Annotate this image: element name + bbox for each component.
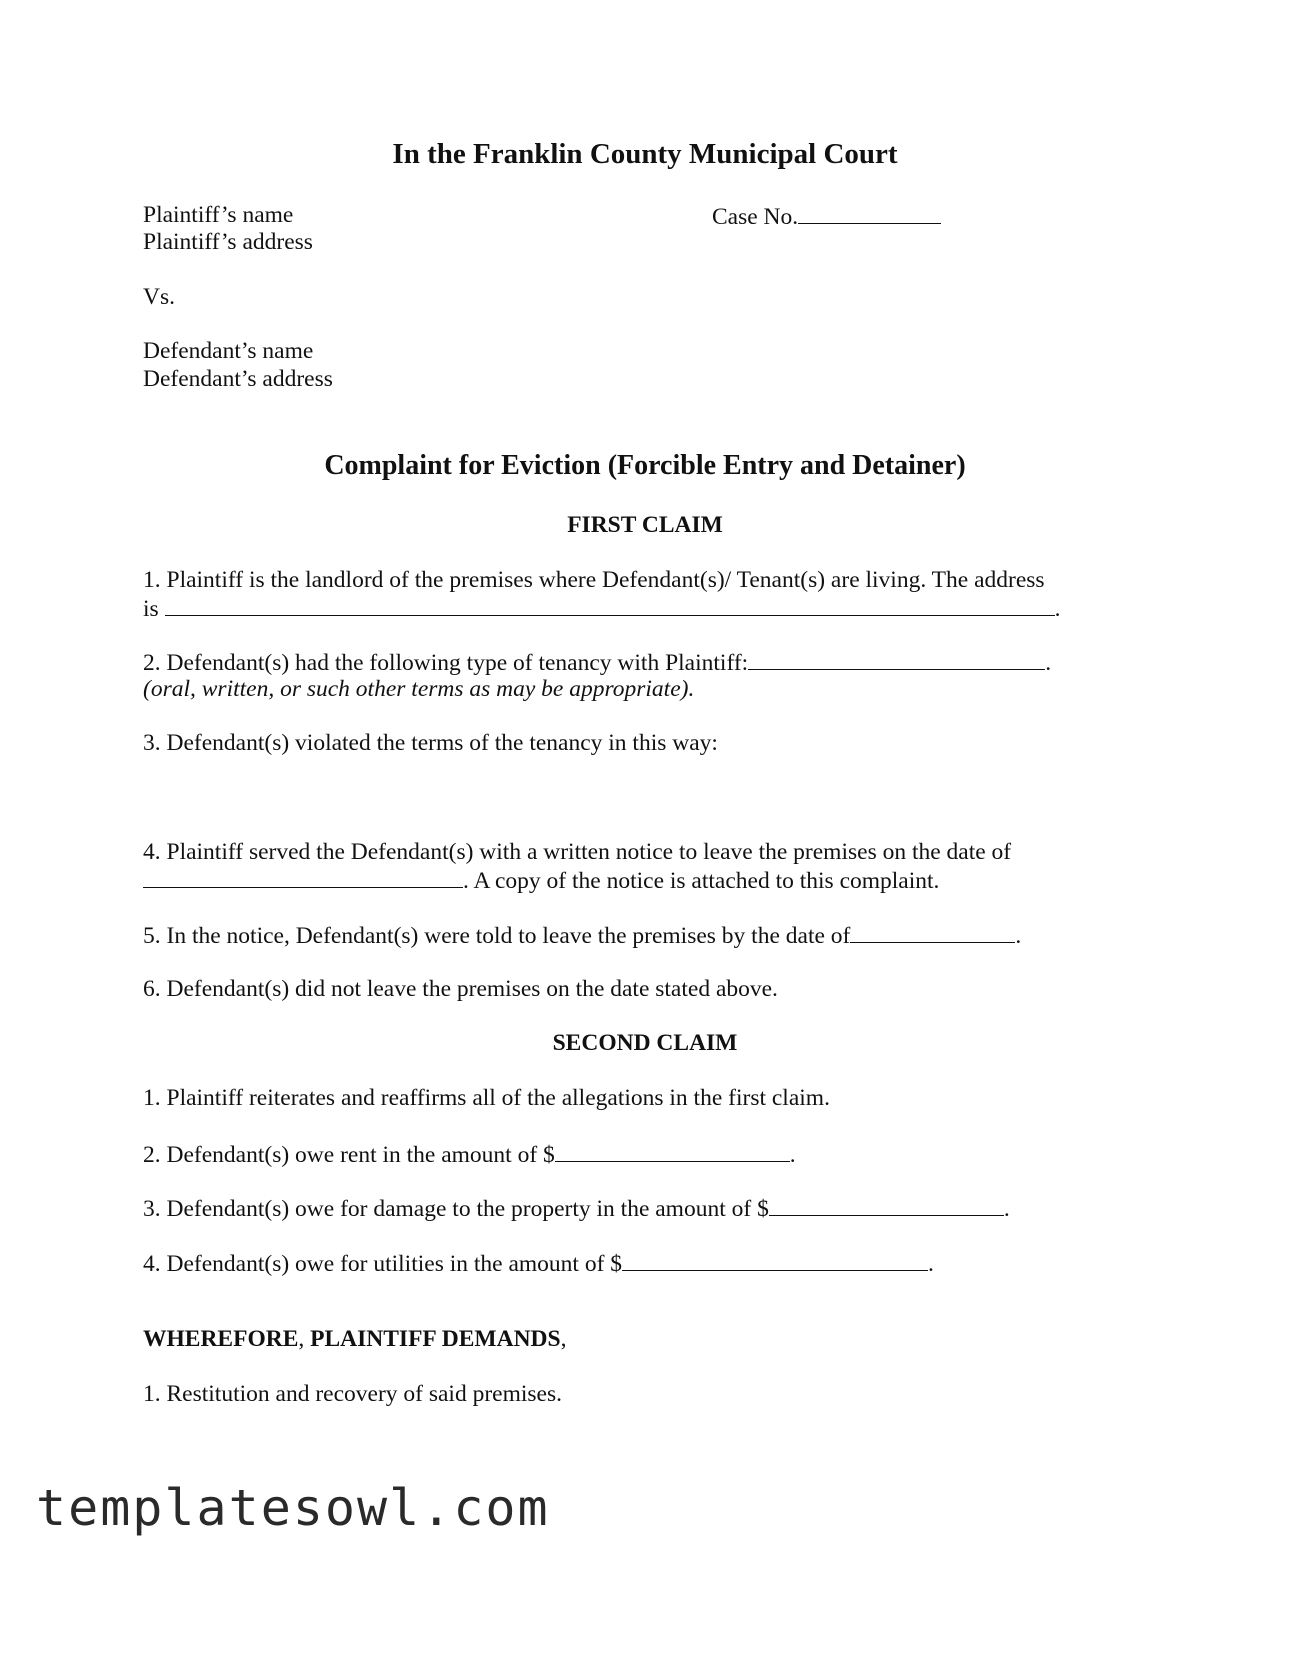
rent-amount-field[interactable]	[555, 1139, 790, 1162]
court-title: In the Franklin County Municipal Court	[392, 138, 898, 170]
notice-served-date-field[interactable]	[143, 865, 463, 888]
first-claim-item1: 1. Plaintiff is the landlord of the premises where Defendant(s)/ Tenant(s) are living. The address	[143, 567, 1045, 593]
leave-by-date-field[interactable]	[850, 920, 1015, 943]
plaintiff-address: Plaintiff’s address	[143, 229, 313, 255]
premises-address-field[interactable]	[165, 593, 1055, 616]
defendant-address: Defendant’s address	[143, 366, 333, 392]
case-number-label: Case No.	[712, 204, 799, 230]
first-claim-item1-address: is .	[143, 593, 1060, 624]
first-claim-item6: 6. Defendant(s) did not leave the premises on the date stated above.	[143, 976, 778, 1002]
first-claim-heading: FIRST CLAIM	[567, 512, 723, 538]
wherefore-heading: WHEREFORE, PLAINTIFF DEMANDS,	[143, 1326, 567, 1352]
first-claim-item5: 5. In the notice, Defendant(s) were told to leave the premises by the date of .	[143, 920, 1021, 951]
complaint-title: Complaint for Eviction (Forcible Entry and Detainer)	[324, 450, 966, 481]
defendant-name: Defendant’s name	[143, 338, 314, 364]
tenancy-type-field[interactable]	[748, 647, 1045, 670]
plaintiff-name: Plaintiff’s name	[143, 202, 294, 228]
first-claim-item4-date: . A copy of the notice is attached to this complaint.	[143, 865, 939, 896]
first-claim-item4: 4. Plaintiff served the Defendant(s) with a written notice to leave the premises on the date of	[143, 839, 1012, 865]
watermark-text: templatesowl.com	[36, 1479, 550, 1537]
second-claim-item3: 3. Defendant(s) owe for damage to the property in the amount of $ .	[143, 1193, 1010, 1224]
case-number-field[interactable]	[798, 201, 941, 224]
second-claim-item4: 4. Defendant(s) owe for utilities in the amount of $ .	[143, 1248, 934, 1279]
second-claim-item2: 2. Defendant(s) owe rent in the amount of $ .	[143, 1139, 796, 1170]
first-claim-item3: 3. Defendant(s) violated the terms of the tenancy in this way:	[143, 730, 718, 756]
second-claim-heading: SECOND CLAIM	[552, 1030, 738, 1056]
wherefore-item1: 1. Restitution and recovery of said premises.	[143, 1381, 562, 1407]
versus-label: Vs.	[143, 284, 175, 310]
tenancy-type-note: (oral, written, or such other terms as may be appropriate).	[143, 676, 695, 702]
first-claim-item2: 2. Defendant(s) had the following type of tenancy with Plaintiff: .	[143, 647, 1051, 678]
case-number	[712, 201, 941, 232]
damage-amount-field[interactable]	[769, 1193, 1004, 1216]
second-claim-item1: 1. Plaintiff reiterates and reaffirms all of the allegations in the first claim.	[143, 1085, 830, 1111]
utilities-amount-field[interactable]	[622, 1248, 928, 1271]
